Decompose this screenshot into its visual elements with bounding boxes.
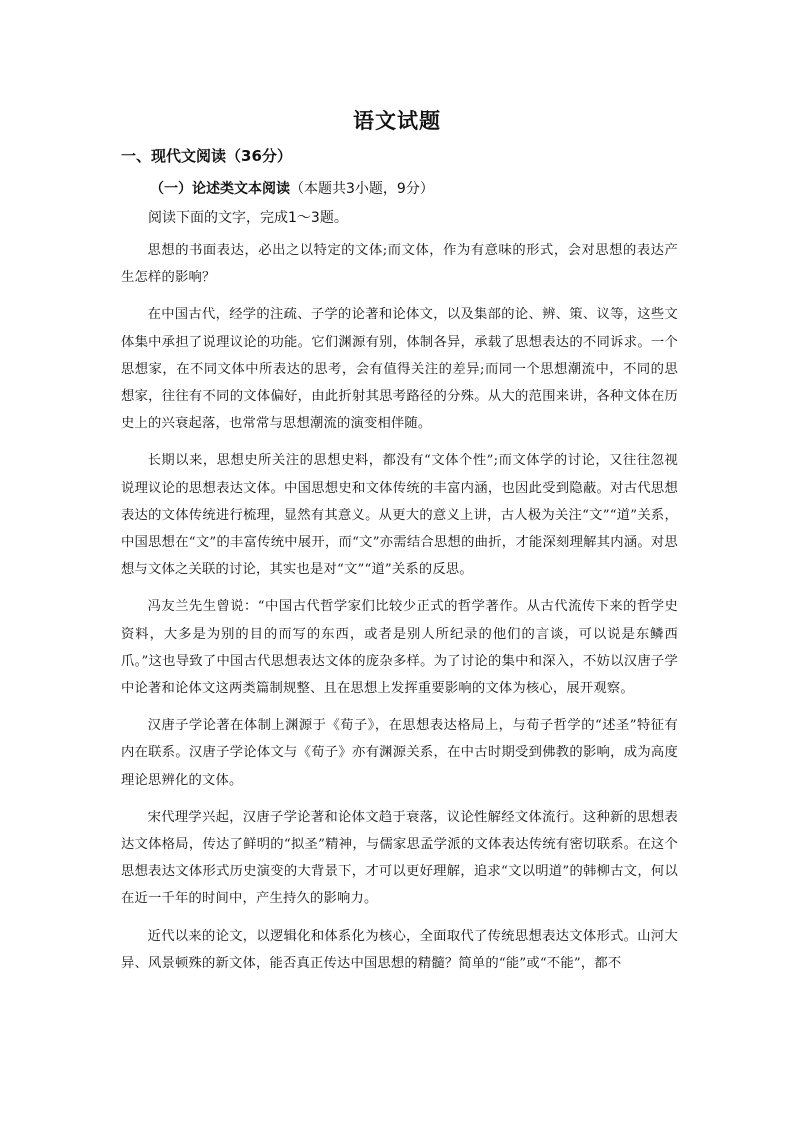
passage-paragraph-4: 冯友兰先生曾说：“中国古代哲学家们比较少正式的哲学著作。从古代流传下来的哲学史资料，大多是为别的目的而写的东西，或者是别人所纪录的他们的言谈，可以说是东鳞西爪。”这也导致了中国古代思想表达文体的庞杂多样。为了讨论的集中和深入，不妨以汉唐子学中论著和论体文这两类篇制规整、且在思想上发挥重要影响的文体为核心，展开观察。 [121, 599, 678, 697]
passage-paragraph-3: 长期以来，思想史所关注的思想史料，都没有“文体个性”;而文体学的讨论，又往往忽视说理议论的思想表达文体。中国思想史和文体传统的丰富内涵，也因此受到隐蔽。对古代思想表达的文体传统进行梳理，显然有其意义。从更大的意义上讲，古人极为关注“文”“道”关系，中国思想在“文”的丰富传统中展开，而“文”亦需结合思想的曲折，才能深刻理解其内涵。对思想与文体之关联的讨论，其实也是对“文”“道”关系的反思。 [121, 453, 678, 578]
reading-instruction: 阅读下面的文字，完成1～3题。 [148, 210, 348, 226]
page-title: 语文试题 [353, 109, 441, 133]
passage-paragraph-6: 宋代理学兴起，汉唐子学论著和论体文趋于衰落，议论性解经文体流行。这种新的思想表达文体格局，传达了鲜明的“拟圣”精神，与儒家思孟学派的文体表达传统有密切联系。在这个思想表达文体形式历史演变的大背景下，才可以更好理解，追求“文以明道”的韩柳古文，何以在近一千年的时间中，产生持久的影响力。 [121, 809, 678, 907]
sub-heading-label: （一）论述类文本阅读 [150, 181, 290, 197]
passage-paragraph-2: 在中国古代，经学的注疏、子学的论著和论体文，以及集部的论、辨、策、议等，这些文体集中承担了说理议论的功能。它们渊源有别，体制各异，承载了思想表达的不同诉求。一个思想家，在不同文体中所表达的思考，会有值得关注的差异;而同一个思想潮流中，不同的思想家，往往有不同的文体偏好，由此折射其思考路径的分殊。从大的范围来讲，各种文体在历史上的兴衰起落，也常常与思想潮流的演变相伴随。 [121, 307, 678, 432]
section-heading: 一、现代文阅读（36分） [121, 147, 292, 165]
sub-heading [150, 178, 434, 198]
passage-paragraph-7: 近代以来的论文，以逻辑化和体系化为核心，全面取代了传统思想表达文体形式。山河大异、风景顿殊的新文体，能否真正传达中国思想的精髓？简单的“能”或“不能”，都不 [121, 928, 678, 971]
passage-paragraph-1: 思想的书面表达，必出之以特定的文体;而文体，作为有意味的形式，会对思想的表达产生怎样的影响？ [121, 243, 678, 286]
sub-heading-note: （本题共3小题，9分） [290, 181, 434, 197]
passage-paragraph-5: 汉唐子学论著在体制上渊源于《荀子》，在思想表达格局上，与荀子哲学的“述圣”特征有内在联系。汉唐子学论体文与《荀子》亦有渊源关系，在中古时期受到佛教的影响，成为高度理论思辨化的文体。 [121, 718, 678, 788]
passage-body [121, 237, 678, 977]
